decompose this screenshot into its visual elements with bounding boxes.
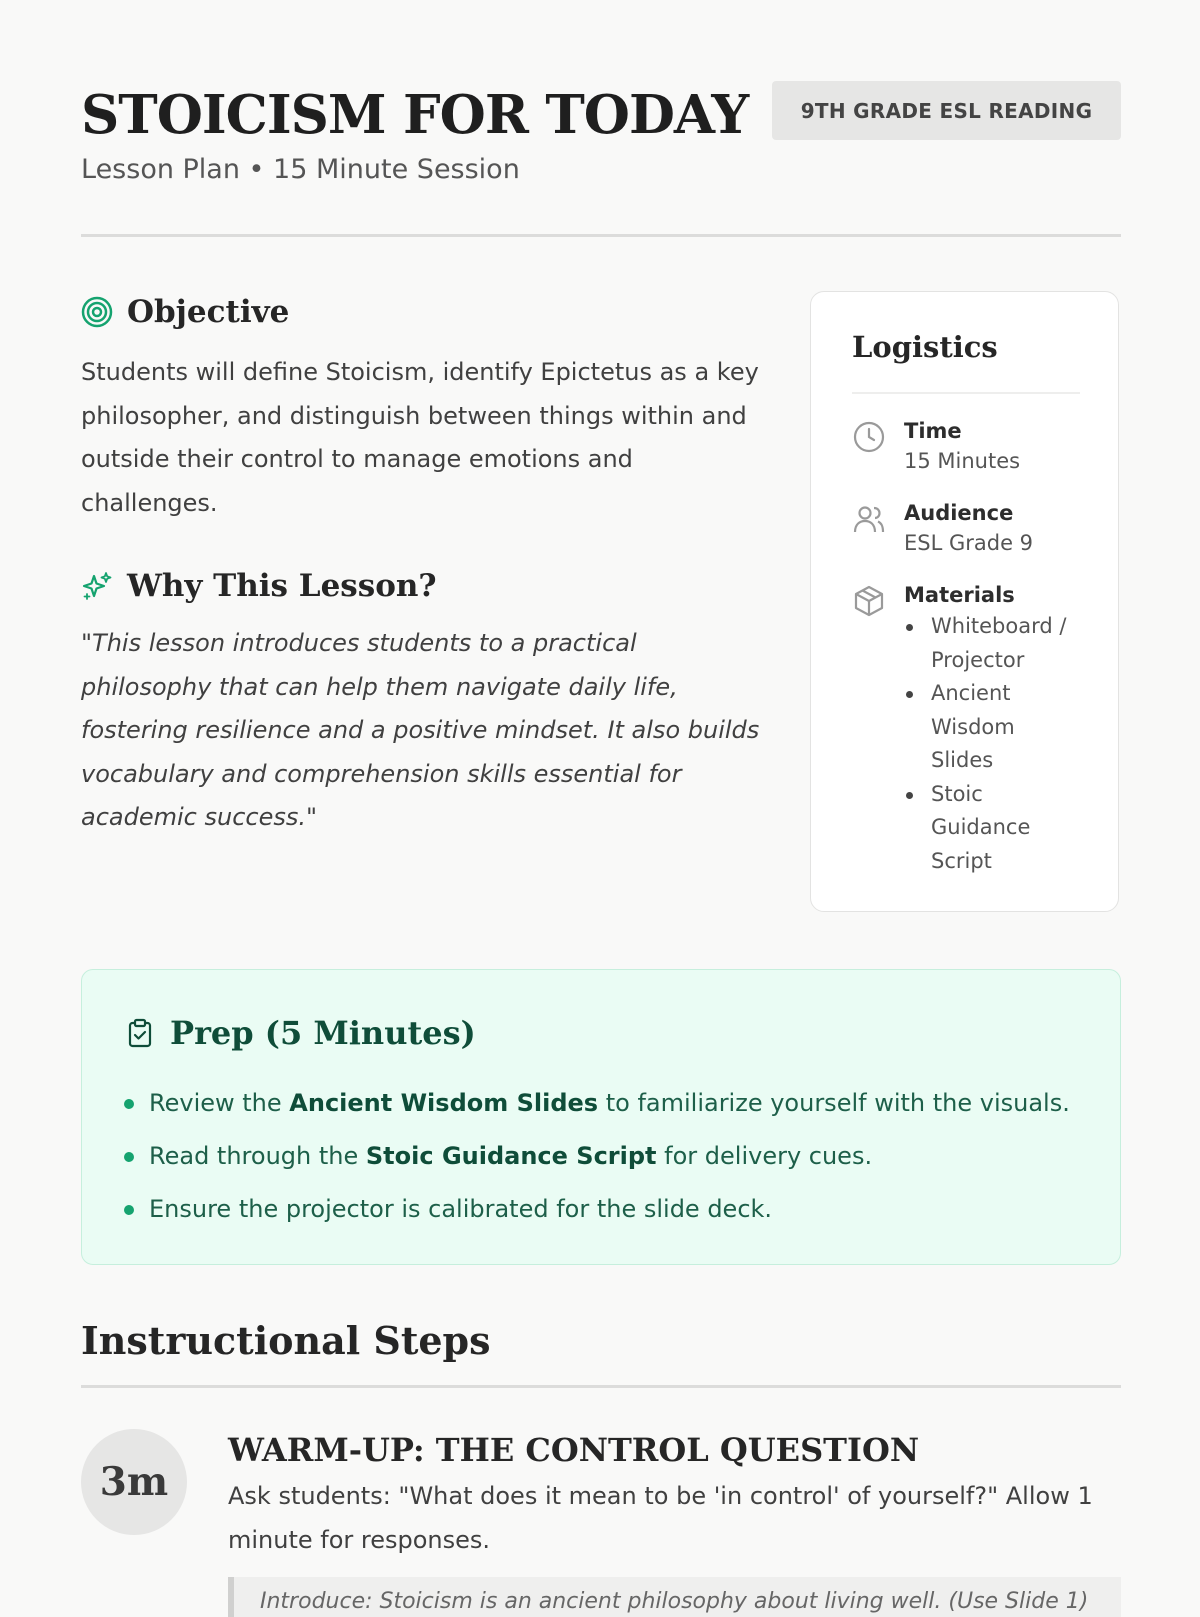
time-value: 15 Minutes [904, 449, 1021, 473]
materials-item: Ancient Wisdom Slides [904, 677, 1081, 778]
clock-icon [852, 420, 886, 454]
prep-panel [81, 969, 1121, 1265]
prep-title: Prep (5 Minutes) [170, 1014, 476, 1052]
objective-heading [81, 294, 289, 330]
time-label: Time [904, 419, 962, 443]
why-heading [81, 568, 437, 604]
page-title: STOICISM FOR TODAY [81, 84, 749, 146]
logistics-title: Logistics [852, 330, 998, 364]
steps-heading: Instructional Steps [81, 1318, 491, 1363]
target-icon [81, 296, 113, 328]
logistics-time [852, 416, 1020, 476]
sparkles-icon [81, 570, 113, 602]
materials-item: Stoic Guidance Script [904, 778, 1081, 879]
step-duration-badge: 3m [81, 1429, 187, 1535]
audience-value: ESL Grade 9 [904, 531, 1034, 555]
users-icon [852, 502, 886, 536]
steps-divider [81, 1385, 1121, 1388]
step-description: Ask students: "What does it mean to be 'in control' of yourself?" Allow 1 minute for responses. [228, 1482, 1093, 1554]
prep-list [124, 1077, 1070, 1236]
grade-badge: 9TH GRADE ESL READING [772, 81, 1121, 140]
logistics-card [810, 291, 1119, 912]
materials-list [904, 610, 1081, 878]
prep-heading [124, 1014, 476, 1052]
objective-title: Objective [127, 294, 290, 330]
audience-label: Audience [904, 501, 1014, 525]
materials-label: Materials [904, 583, 1015, 607]
logistics-audience [852, 498, 1033, 558]
package-icon [852, 584, 886, 618]
step-title: WARM-UP: THE CONTROL QUESTION [228, 1431, 920, 1469]
prep-item: Ensure the projector is calibrated for the slide deck. [124, 1183, 1070, 1236]
logistics-divider [852, 392, 1080, 394]
materials-item: Whiteboard / Projector [904, 610, 1081, 677]
why-title: Why This Lesson? [127, 568, 437, 604]
objective-text: Students will define Stoicism, identify Epictetus as a key philosopher, and distinguish between things within and outside their control to manage emotions and challenges. [81, 358, 759, 517]
prep-item: Review the Ancient Wisdom Slides to familiarize yourself with the visuals. [124, 1077, 1070, 1130]
prep-item: Read through the Stoic Guidance Script for delivery cues. [124, 1130, 1070, 1183]
why-quote: "This lesson introduces students to a practical philosophy that can help them navigate daily life, fostering resilience and a positive mindset. It also builds vocabulary and comprehension skills essential for academic success." [81, 629, 760, 831]
logistics-materials [852, 580, 1081, 878]
step-quote: Introduce: Stoicism is an ancient philosophy about living well. (Use Slide 1) [228, 1577, 1121, 1617]
page-subtitle: Lesson Plan • 15 Minute Session [81, 154, 520, 185]
clipboard-check-icon [124, 1017, 156, 1049]
header-divider [81, 234, 1121, 237]
